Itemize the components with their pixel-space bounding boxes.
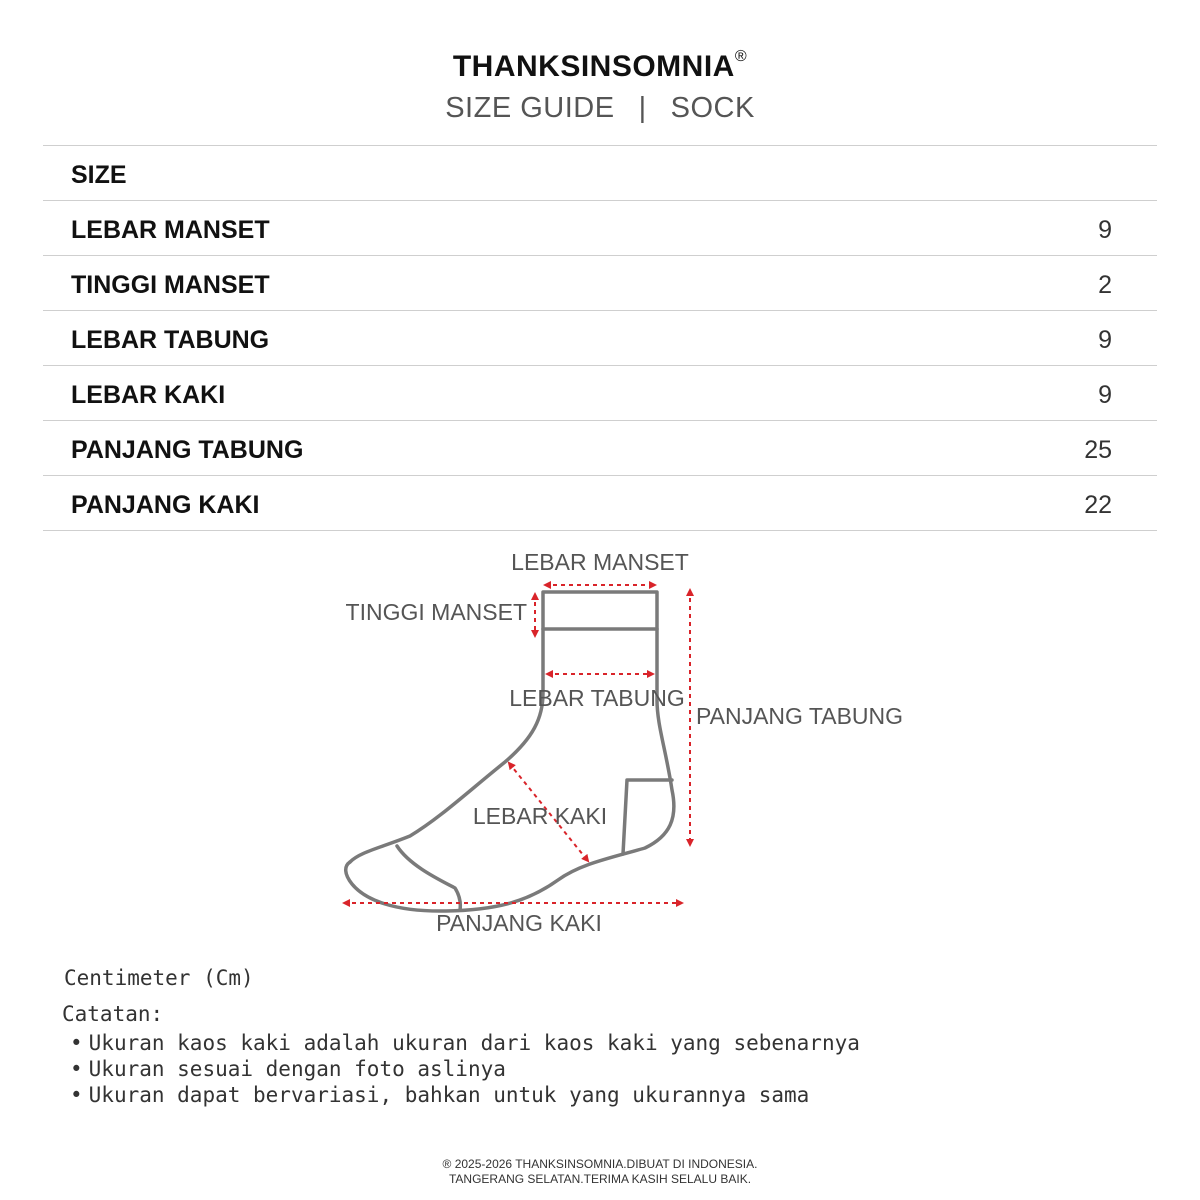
table-row: [43, 200, 1157, 255]
brand-name: THANKSINSOMNIA: [452, 50, 735, 83]
measure-arrows: [344, 585, 690, 903]
table-row: [43, 310, 1157, 365]
row-value: 25: [1084, 436, 1112, 464]
unit-label: Centimeter (Cm): [64, 966, 254, 990]
footer-line-1: ® 2025-2026 THANKSINSOMNIA.DIBUAT DI INDONESIA.: [442, 1157, 758, 1171]
table-row: [43, 420, 1157, 475]
row-label: LEBAR TABUNG: [71, 326, 270, 354]
note-item: • Ukuran kaos kaki adalah ukuran dari kaos kaki yang sebenarnya: [70, 1030, 860, 1056]
product-label: SOCK: [670, 92, 755, 124]
note-item: • Ukuran sesuai dengan foto aslinya: [70, 1056, 860, 1082]
footer-line-2: TANGERANG SELATAN.TERIMA KASIH SELALU BAIK.: [448, 1172, 752, 1186]
label-panjang-kaki: PANJANG KAKI: [436, 910, 602, 936]
row-value: 9: [1098, 326, 1112, 354]
leg-left-edge: [350, 629, 543, 862]
row-label: LEBAR MANSET: [71, 216, 270, 244]
sock-outline: [346, 592, 674, 911]
label-panjang-tabung: PANJANG TABUNG: [696, 703, 904, 729]
label-lebar-kaki: LEBAR KAKI: [472, 803, 608, 829]
subtitle-separator: |: [638, 92, 647, 124]
cuff-shape: [543, 592, 657, 629]
arrow-lebar-kaki: [509, 763, 588, 861]
table-header-row: [43, 145, 1157, 200]
toe-seam: [397, 846, 460, 910]
heel-seam: [623, 780, 672, 854]
row-label: TINGGI MANSET: [71, 271, 270, 299]
row-label: PANJANG TABUNG: [71, 436, 304, 464]
notes-title: Catatan:: [62, 1002, 164, 1026]
row-value: 9: [1098, 381, 1112, 409]
leg-right-edge: [346, 629, 674, 911]
row-value: 9: [1098, 216, 1112, 244]
registered-mark: ®: [734, 48, 748, 65]
notes-list: [70, 1030, 860, 1108]
size-guide-label: SIZE GUIDE: [445, 92, 615, 124]
table-row: [43, 475, 1157, 531]
brand-title: [0, 50, 1200, 84]
row-label: PANJANG KAKI: [71, 491, 260, 519]
row-label: LEBAR KAKI: [71, 381, 226, 409]
table-row: [43, 255, 1157, 310]
note-item: • Ukuran dapat bervariasi, bahkan untuk yang ukurannya sama: [70, 1082, 860, 1108]
page-subtitle: [0, 92, 1200, 125]
size-header: SIZE: [71, 161, 127, 189]
row-value: 2: [1098, 271, 1112, 299]
label-tinggi-manset: TINGGI MANSET: [345, 599, 527, 625]
size-table: [43, 145, 1157, 531]
label-lebar-manset: LEBAR MANSET: [511, 549, 689, 575]
row-value: 22: [1084, 491, 1112, 519]
label-lebar-tabung: LEBAR TABUNG: [509, 685, 685, 711]
table-row: [43, 365, 1157, 420]
